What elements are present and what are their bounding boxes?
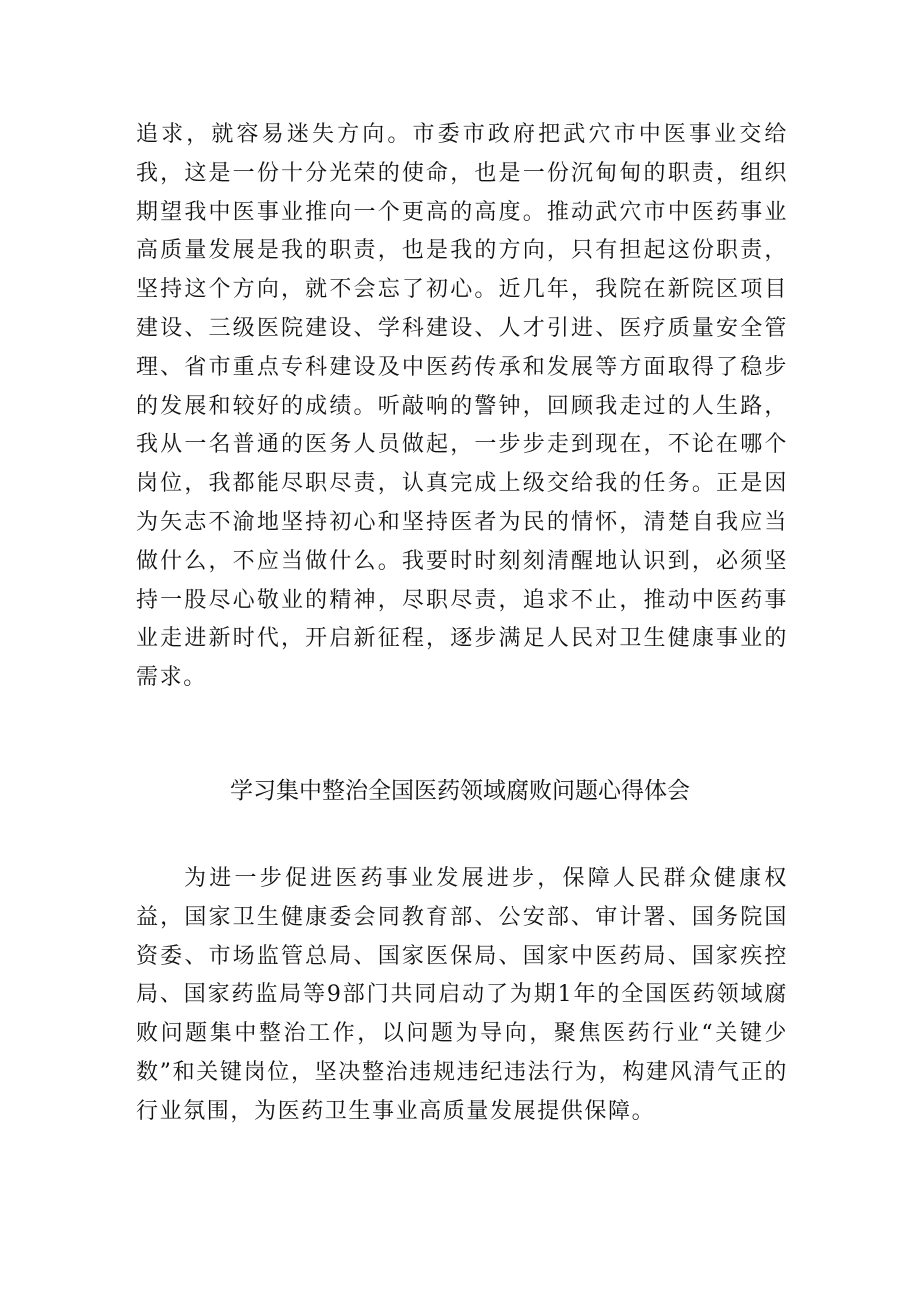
body-paragraph-2: 为进一步促进医药事业发展进步，保障人民群众健康权益，国家卫生健康委会同教育部、公安部、审计署、国务院国资委、市场监管总局、国家医保局、国家中医药局、国家疾控局、国家药监局等9部门共同启动了为期1年的全国医药领域腐败问题集中整治工作，以问题为导向，聚焦医药行业“关键少数”和关键岗位，坚决整治违规违纪违法行为，构建风清气正的行业氛围，为医药卫生事业高质量发展提供保障。 bbox=[136, 866, 788, 1124]
section-heading: 学习集中整治全国医药领域腐败问题心得体会 bbox=[230, 778, 690, 804]
body-paragraph-1: 追求，就容易迷失方向。市委市政府把武穴市中医事业交给我，这是一份十分光荣的使命，也是一份沉甸甸的职责，组织期望我中医事业推向一个更高的高度。推动武穴市中医药事业高质量发展是我的职责，也是我的方向，只有担起这份职责，坚持这个方向，就不会忘了初心。近几年，我院在新院区项目建设、三级医院建设、学科建设、人才引进、医疗质量安全管理、省市重点专科建设及中医药传承和发展等方面取得了稳步的发展和较好的成绩。听敲响的警钟，回顾我走过的人生路，我从一名普通的医务人员做起，一步步走到现在，不论在哪个岗位，我都能尽职尽责，认真完成上级交给我的任务。正是因为矢志不渝地坚持初心和坚持医者为民的情怀，清楚自我应当做什么，不应当做什么。我要时时刻刻清醒地认识到，必须坚持一股尽心敬业的精神，尽职尽责，追求不止，推动中医药事业走进新时代，开启新征程，逐步满足人民对卫生健康事业的需求。 bbox=[136, 122, 788, 691]
